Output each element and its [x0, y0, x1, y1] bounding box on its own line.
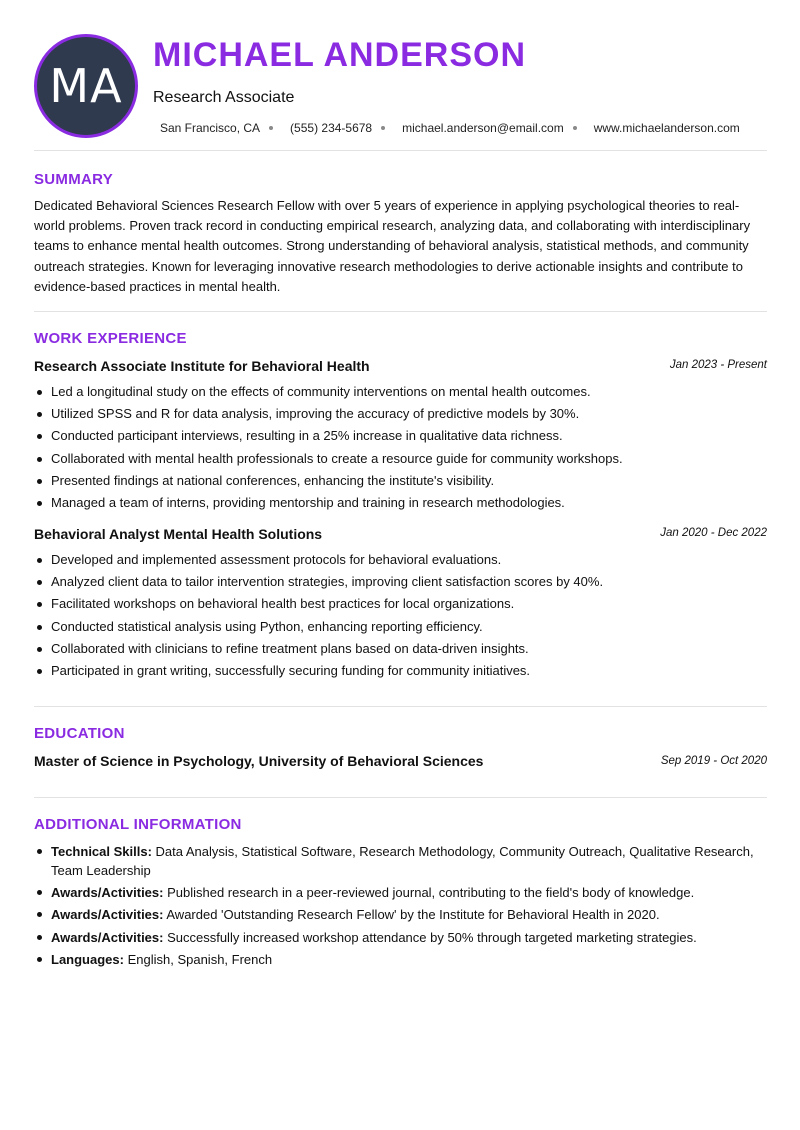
item-label: Languages:: [51, 951, 124, 967]
item-text: Successfully increased workshop attendance by 50% through targeted marketing strategies.: [163, 929, 697, 945]
job-role: Behavioral Analyst Mental Health Solutions: [34, 526, 323, 542]
separator-dot: [381, 126, 385, 130]
divider: [34, 150, 767, 151]
job-date: Jan 2023 - Present: [669, 359, 767, 371]
divider: [34, 311, 767, 312]
divider: [34, 706, 767, 707]
divider: [34, 797, 767, 798]
contact-email[interactable]: michael.anderson@email.com: [402, 121, 564, 135]
separator-dot: [573, 126, 577, 130]
item-text: Data Analysis, Statistical Software, Research Methodology, Community Outreach, Qualitative Research, Team Leadership: [51, 844, 754, 878]
job-header: [34, 358, 767, 376]
list-item: Developed and implemented assessment protocols for behavioral evaluations.: [51, 551, 771, 573]
item-label: Awards/Activities:: [51, 907, 164, 923]
list-item: Led a longitudinal study on the effects of community interventions on mental health outcomes.: [51, 383, 771, 405]
item-label: Awards/Activities:: [51, 929, 164, 945]
list-item: Conducted participant interviews, resulting in a 25% increase in qualitative data richness.: [51, 427, 771, 449]
avatar-initials: MA: [49, 59, 123, 113]
contact-location: San Francisco, CA: [160, 121, 261, 135]
summary-text: Dedicated Behavioral Sciences Research Fellow with over 5 years of experience in applying psychological theories to real-world problems. Proven track record in conducting empirical research, analyzing data, and collaborating with interdisciplinary teams to enhance mental health outcomes. Strong understanding of behavioral analysis, statistical methods, and community outreach strategies. Known for leveraging innovative research methodologies to derive actionable insights and contribute to evidence-based practices in mental health.: [34, 198, 751, 294]
list-item: Conducted statistical analysis using Python, enhancing reporting efficiency.: [51, 618, 771, 640]
experience-heading: WORK EXPERIENCE: [34, 330, 187, 347]
summary-heading: SUMMARY: [34, 171, 114, 188]
avatar: [34, 34, 138, 138]
list-item: [51, 950, 767, 969]
list-item: Participated in grant writing, successfully securing funding for community initiatives.: [51, 662, 771, 684]
education-entry: [34, 753, 767, 771]
list-item: [51, 883, 767, 902]
list-item: [51, 928, 767, 947]
list-item: [51, 905, 767, 924]
job-header: [34, 526, 767, 544]
list-item: Utilized SPSS and R for data analysis, improving the accuracy of predictive models by 30%.: [51, 405, 771, 427]
job-bullets: [51, 551, 771, 684]
separator-dot: [269, 126, 273, 130]
item-text: Published research in a peer-reviewed journal, contributing to the field's body of knowledge.: [163, 885, 695, 901]
item-label: Awards/Activities:: [51, 885, 164, 901]
contact-phone: (555) 234-5678: [290, 121, 373, 135]
education-heading: EDUCATION: [34, 725, 125, 742]
contact-line: [160, 121, 740, 135]
item-text: Awarded 'Outstanding Research Fellow' by the Institute for Behavioral Health in 2020.: [163, 907, 660, 923]
list-item: Presented findings at national conferences, enhancing the institute's visibility.: [51, 472, 771, 494]
education-degree: Master of Science in Psychology, University of Behavioral Sciences: [34, 753, 484, 769]
list-item: Collaborated with mental health professionals to create a resource guide for community workshops.: [51, 450, 771, 472]
additional-heading: ADDITIONAL INFORMATION: [34, 816, 242, 833]
item-text: English, Spanish, French: [123, 951, 273, 967]
job-role: Research Associate Institute for Behavioral Health: [34, 358, 370, 374]
contact-website[interactable]: www.michaelanderson.com: [593, 121, 740, 135]
education-date: Sep 2019 - Oct 2020: [660, 755, 767, 767]
candidate-title: Research Associate: [153, 89, 295, 106]
additional-list: [51, 842, 767, 972]
list-item: [51, 842, 767, 880]
list-item: Facilitated workshops on behavioral health best practices for local organizations.: [51, 595, 771, 617]
job-date: Jan 2020 - Dec 2022: [660, 527, 767, 539]
item-label: Technical Skills:: [51, 844, 152, 859]
list-item: Managed a team of interns, providing mentorship and training in research methodologies.: [51, 494, 771, 516]
candidate-name: MICHAEL ANDERSON: [153, 36, 527, 74]
list-item: Collaborated with clinicians to refine treatment plans based on data-driven insights.: [51, 640, 771, 662]
job-bullets: [51, 383, 771, 516]
list-item: Analyzed client data to tailor intervention strategies, improving client satisfaction scores by 40%.: [51, 573, 771, 595]
